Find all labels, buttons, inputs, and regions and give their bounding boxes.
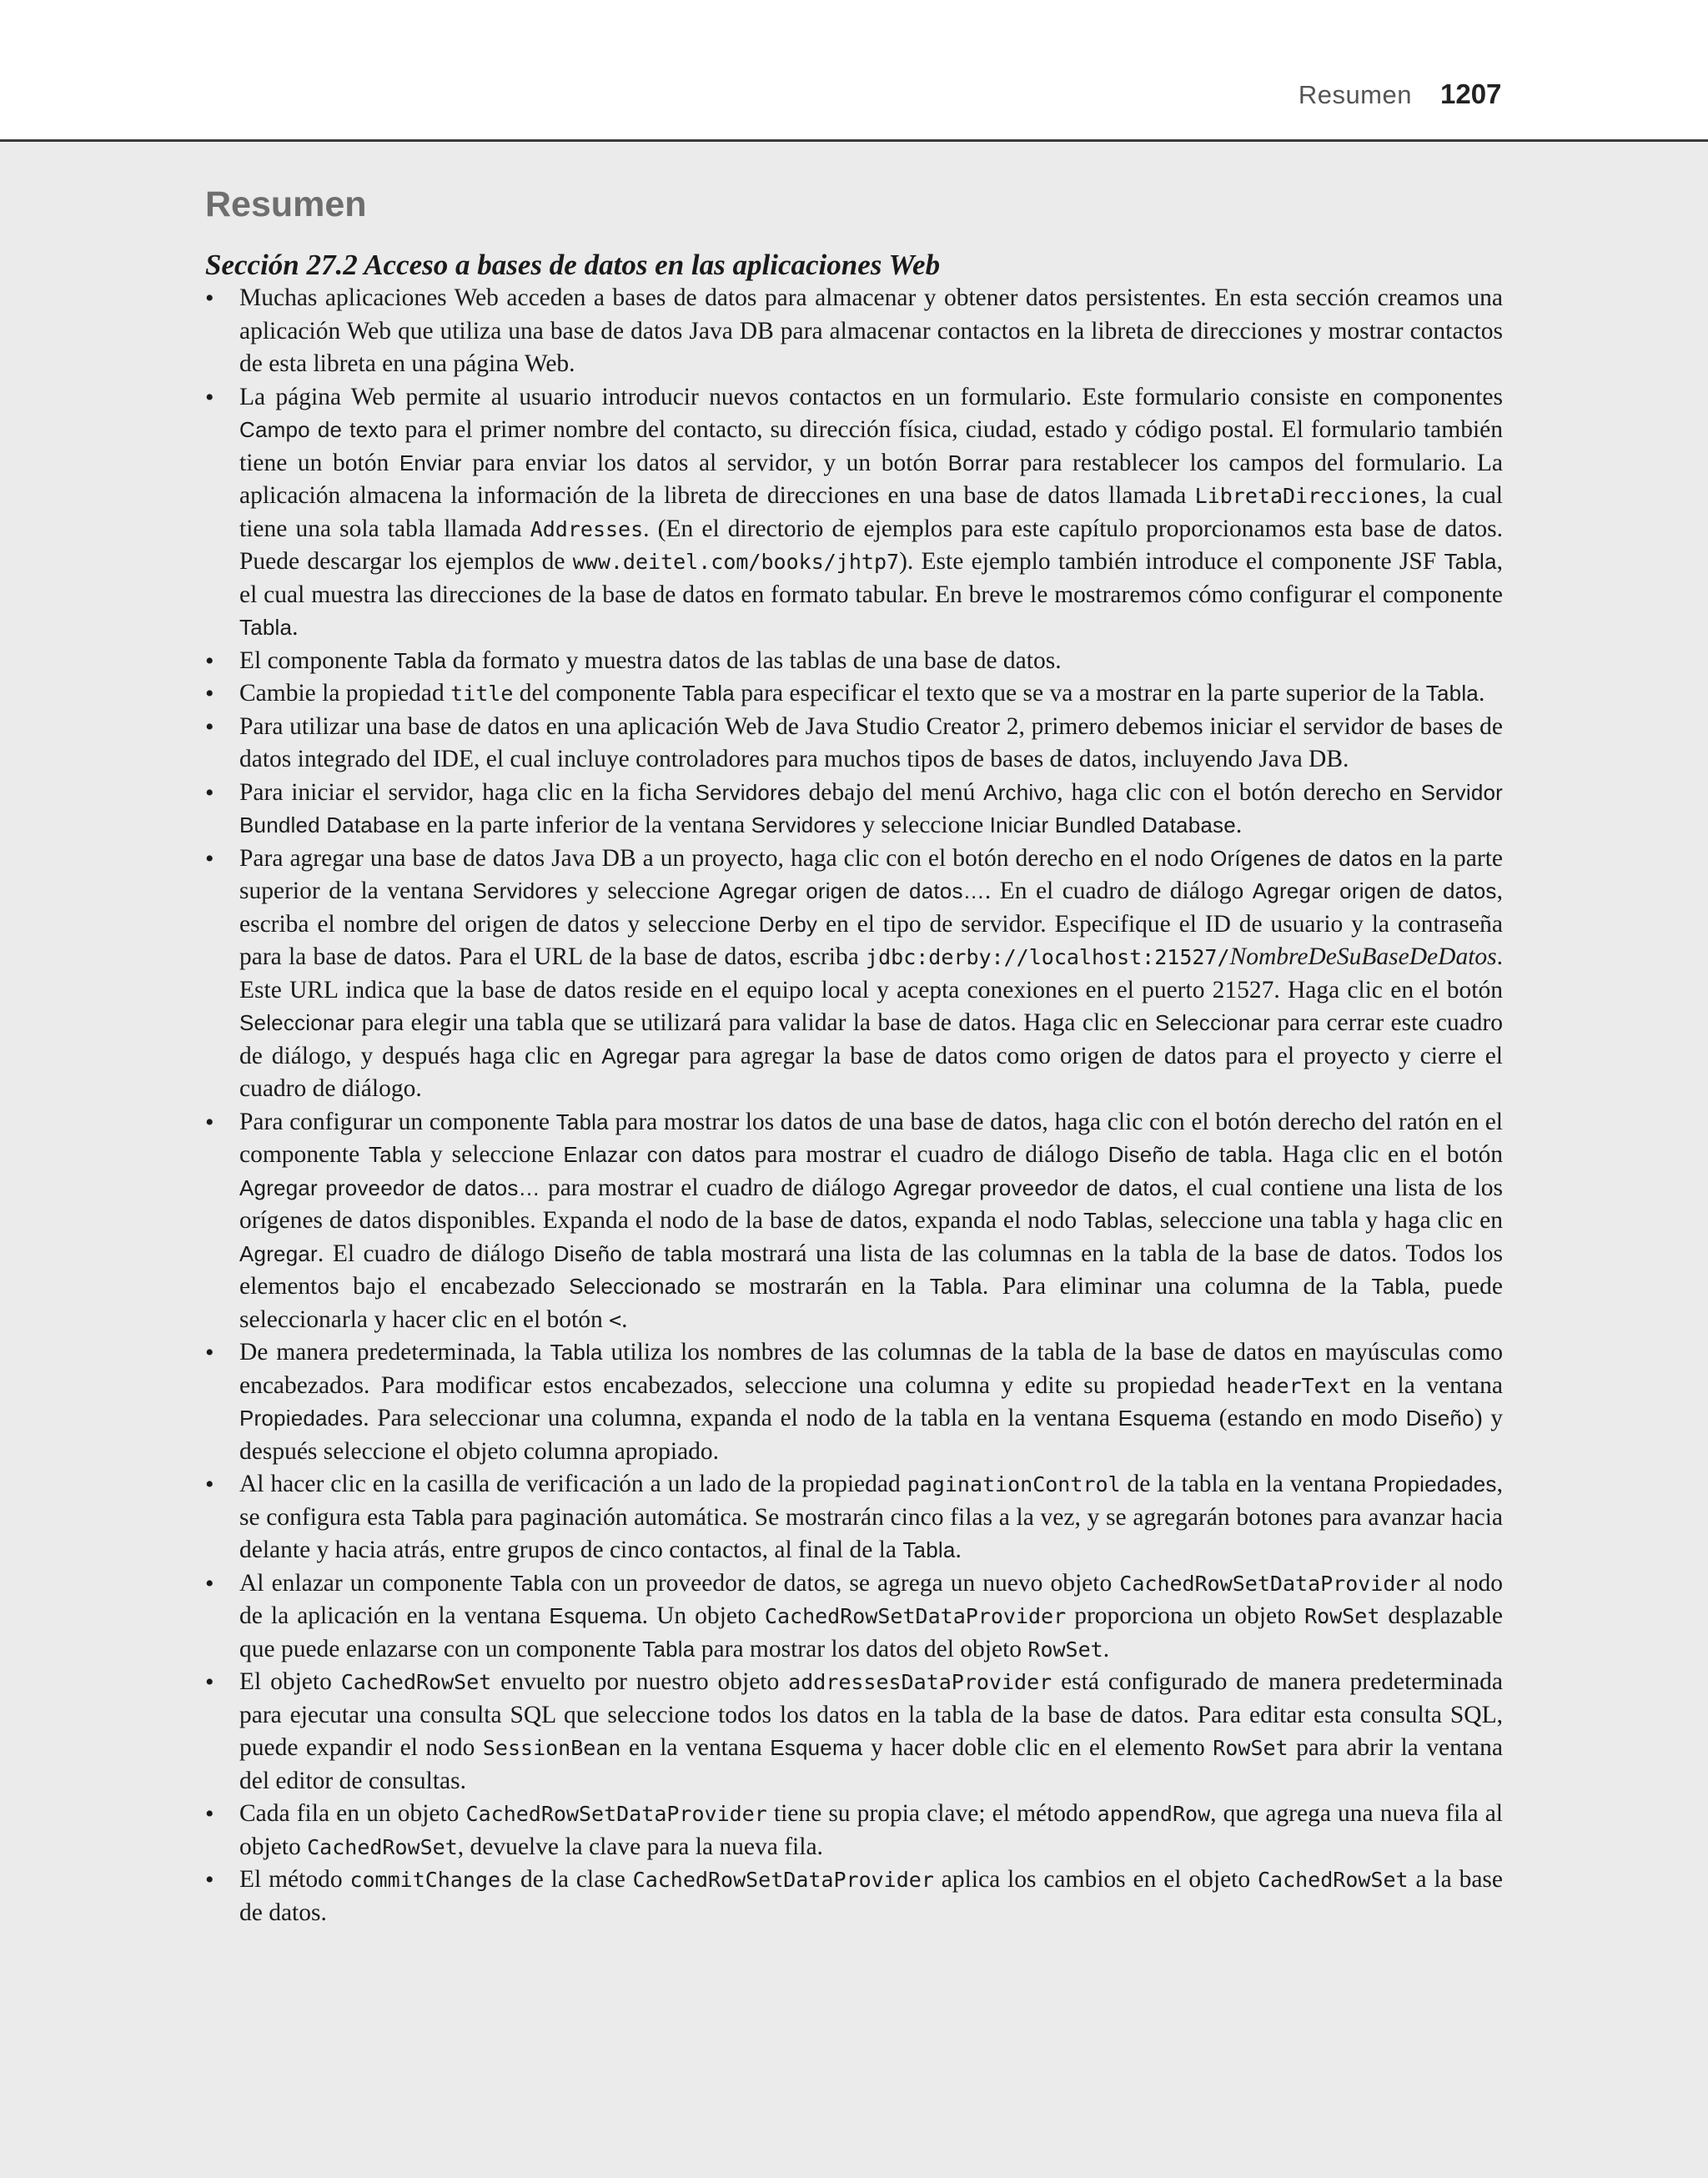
bullet-text: . En el cuadro de diálogo [984,878,1253,904]
ui-term: Tabla [369,1142,422,1167]
bullet-text: en la parte inferior de la ventana [420,812,751,838]
ui-term: Iniciar Bundled Database [989,812,1236,837]
summary-bullet-item [205,1336,1503,1468]
ui-term: Tabla [394,647,447,673]
bullet-text: Para iniciar el servidor, haga clic en la ficha [239,778,696,806]
bullet-text: tiene su propia clave; el método [766,1800,1098,1827]
bullet-text: para mostrar los datos de una base de datos, haga clic con el botón derecho del ratón en el componente [239,1108,1503,1168]
bullet-text: , el cual muestra las direcciones de la base de datos en formato tabular. En breve le mostraremos cómo configurar el componente [239,548,1503,608]
code-term: www.deitel.com/books/jhtp7 [572,550,900,574]
ui-term: Tabla [550,1340,603,1365]
summary-bullet-item [205,381,1503,645]
summary-bullet-item [205,1468,1503,1567]
bullet-text: , seleccione una tabla y haga clic en [1147,1207,1503,1234]
bullet-text: en la ventana [620,1734,771,1761]
bullet-text: al nodo de la aplicación en la ventana [239,1569,1503,1629]
ui-term: Tabla [411,1504,465,1530]
bullet-text: y seleccione [421,1141,564,1168]
summary-bullet-list [205,282,1503,1929]
bullet-text: para elegir una tabla que se utilizará para validar la base de datos. Haga clic en [354,1009,1155,1036]
bullet-text: El componente [239,646,394,674]
bullet-text: da formato y muestra datos de las tablas de una base de datos. [446,646,1062,674]
ui-term: Derby [758,911,818,937]
page-number: 1207 [1440,78,1502,109]
ui-term: Tablas [1083,1208,1148,1233]
bullet-text: , puede seleccionarla y hacer clic en el botón [239,1273,1503,1333]
code-term: jdbc:derby://localhost:21527/ [866,945,1230,969]
bullet-text: Al enlazar un componente [239,1569,510,1597]
ui-term: Agregar proveedor de datos… [239,1175,540,1200]
ui-term: Tabla [642,1636,696,1662]
summary-bullet-item [205,1798,1503,1864]
bullet-text: Cada fila en un objeto [239,1800,466,1827]
ui-term: Seleccionar [1154,1010,1271,1035]
code-term: CachedRowSetDataProvider [1119,1571,1421,1596]
bullet-text: , el cual contiene una lista de los orígenes de datos disponibles. Expanda el nodo de la base de datos, expanda el nodo [239,1174,1504,1234]
code-term: RowSet [1213,1736,1289,1760]
bullet-text: . [1235,812,1243,838]
summary-bullet-item [205,1106,1503,1337]
bullet-text: . Un objeto [641,1602,765,1629]
bullet-text: , devuelve la clave para la nueva fila. [457,1833,823,1860]
code-term: CachedRowSet [307,1834,458,1859]
bullet-text: ) y después seleccione el objeto columna apropiado. [239,1405,1503,1465]
ui-term: Propiedades [239,1406,364,1431]
bullet-text: en la parte superior de la ventana [239,844,1504,904]
ui-term: Servidores [751,812,857,837]
ui-term: Esquema [1118,1406,1211,1431]
bullet-text: Para utilizar una base de datos en una aplicación Web de Java Studio Creator 2, primero debemos iniciar el servidor de bases de datos integrado del IDE, el cual incluye controladores para muchos tipos de bases de datos, incluyendo Java DB. [239,712,1503,772]
code-term: LibretaDirecciones [1194,484,1421,508]
bullet-text: . Para seleccionar una columna, expanda el nodo de la tabla en la ventana [363,1405,1118,1431]
summary-bullet-item [205,677,1503,711]
bullet-text: para restablecer los campos del formulario. La aplicación almacena la información de la libreta de direcciones en una base de datos llamada [239,449,1504,509]
bullet-text: . [1103,1635,1110,1662]
summary-bullet-item [205,1567,1503,1667]
code-term: < [609,1307,622,1332]
bullet-text: para cerrar este cuadro de diálogo, y después haga clic en [239,1009,1503,1069]
bullet-text: se mostrarán en la [701,1273,930,1300]
bullet-text: . (En el directorio de ejemplos para este capítulo proporcionamos esta base de datos. Puede descargar los ejemplos de [239,515,1504,575]
bullet-text: , haga clic con el botón derecho en [1057,778,1421,806]
bullet-text: . Este URL indica que la base de datos reside en el equipo local y acepta conexiones en el puerto 21527. Haga clic en el botón [239,943,1503,1003]
ui-term: Seleccionado [569,1274,701,1299]
bullet-text: . Haga clic en el botón [1267,1141,1503,1168]
bullet-text: utiliza los nombres de las columnas de la tabla de la base de datos en mayúsculas como encabezados. Para modificar estos encabezados, seleccione una columna y edite su propiedad [239,1339,1503,1399]
ui-term: Propiedades [1373,1471,1497,1496]
bullet-text: y seleccione [577,878,719,904]
bullet-text: para enviar los datos al servidor, y un botón [461,449,948,476]
bullet-text: , escriba el nombre del origen de datos y seleccione [239,878,1504,938]
code-term: Addresses [530,516,644,541]
summary-bullet-item [205,645,1503,678]
ui-term: Servidor Bundled Database [239,779,1503,837]
bullet-text: Para agregar una base de datos Java DB a un proyecto, haga clic con el botón derecho en el nodo [239,844,1211,872]
bullet-text: de la tabla en la ventana [1120,1471,1374,1497]
ui-term: Servidores [695,779,801,805]
bullet-text: Al hacer clic en la casilla de verificación a un lado de la propiedad [239,1471,907,1497]
code-term: CachedRowSetDataProvider [764,1604,1067,1628]
summary-bullet-item [205,1666,1503,1798]
ui-term: Esquema [549,1603,642,1628]
ui-term: Tabla [239,615,293,640]
code-term: title [450,682,514,706]
summary-bullet-item [205,843,1503,1106]
code-term: CachedRowSetDataProvider [632,1868,934,1892]
summary-content [205,179,1503,1929]
ui-term: Agregar origen de datos [1252,878,1497,903]
bullet-text: Muchas aplicaciones Web acceden a bases de datos para almacenar y obtener datos persistentes. En esta sección creamos una aplicación Web que utiliza una base de datos Java DB para almacenar contactos en la libreta de direcciones y mostrar contactos de esta libreta en una página Web. [239,284,1503,377]
ui-term: Esquema [770,1735,863,1760]
bullet-text: de la clase [513,1866,633,1893]
ui-term: Tabla [1371,1274,1424,1299]
code-term: headerText [1226,1373,1352,1398]
bullet-text: para paginación automática. Se mostrarán cinco filas a la vez, y se agregarán botones para avanzar hacia delante y hacia atrás, entre grupos de cinco contactos, al final de la [239,1503,1504,1563]
ui-term: Tabla [555,1109,609,1134]
bullet-text: , la cual tiene una sola tabla llamada [239,482,1503,542]
bullet-text: del componente [513,680,682,707]
bullet-text: proporciona un objeto [1066,1602,1305,1629]
bullet-text: La página Web permite al usuario introducir nuevos contactos en un formulario. Este formulario consiste en componentes [239,383,1503,410]
bullet-text: desplazable que puede enlazarse con un componente [239,1602,1503,1662]
code-term: CachedRowSet [1257,1868,1409,1892]
bullet-text: mostrará una lista de las columnas en la tabla de la base de datos. Todos los elementos bajo el encabezado [239,1240,1503,1300]
code-term: RowSet [1304,1604,1380,1628]
ui-term: Archivo [983,779,1057,805]
bullet-text: para agregar la base de datos como origen de datos para el proyecto y cierre el cuadro de diálogo. [239,1042,1503,1102]
ui-term: Orígenes de datos [1210,845,1393,871]
bullet-text: está configurado de manera predeterminada para ejecutar una consulta SQL que seleccione todos los datos en la tabla de la base de datos. Para editar esta consulta SQL, puede expandir el nodo [239,1668,1504,1761]
bullet-text: con un proveedor de datos, se agrega un nuevo objeto [562,1569,1120,1597]
bullet-text: . Para eliminar una columna de la [982,1273,1372,1300]
bullet-text: . [292,614,299,641]
italic-term: NombreDeSuBaseDeDatos [1229,943,1497,970]
page-header [0,0,1708,142]
bullet-text: De manera predeterminada, la [239,1339,550,1366]
bullet-text: para abrir la ventana del editor de consultas. [239,1734,1503,1794]
ui-term: Campo de texto [239,417,398,442]
bullet-text: y hacer doble clic en el elemento [862,1734,1213,1761]
ui-term: Tabla [510,1570,563,1596]
bullet-text: Para configurar un componente [239,1108,556,1135]
ui-term: Agregar origen de datos… [718,878,985,903]
bullet-text: para el primer nombre del contacto, su dirección física, ciudad, estado y código postal. El formulario también tiene un botón [239,416,1504,476]
summary-bullet-item [205,282,1503,381]
code-term: appendRow [1097,1802,1211,1826]
ui-term: Tabla [929,1274,982,1299]
bullet-text: en la ventana [1351,1371,1503,1399]
ui-term: Tabla [1425,681,1479,706]
ui-term: Borrar [947,450,1010,475]
bullet-text: debajo del menú [800,778,984,806]
summary-bullet-item [205,777,1503,843]
bullet-text: aplica los cambios en el objeto [933,1866,1258,1893]
bullet-text: en el tipo de servidor. Especifique el ID de usuario y la contraseña para la base de datos. Para el URL de la base de datos, escriba [239,910,1503,970]
ui-term: Agregar [239,1240,318,1266]
bullet-text: , se configura esta [239,1471,1504,1531]
bullet-text: ). Este ejemplo también introduce el componente JSF [899,548,1444,575]
bullet-text: y seleccione [856,812,990,838]
ui-term: Diseño de tabla [1108,1142,1268,1167]
bullet-text: El método [239,1866,350,1893]
ui-term: Tabla [1444,549,1497,574]
bullet-text: para mostrar el cuadro de diálogo [745,1141,1108,1168]
ui-term: Diseño de tabla [553,1240,712,1266]
bullet-text: Cambie la propiedad [239,680,451,707]
code-term: commitChanges [349,1868,514,1892]
bullet-text: a la base de datos. [239,1866,1503,1926]
ui-term: Diseño [1405,1406,1474,1431]
ui-term: Agregar proveedor de datos [893,1175,1173,1200]
code-term: addressesDataProvider [788,1670,1052,1694]
ui-term: Seleccionar [239,1010,355,1035]
ui-term: Agregar [601,1043,681,1069]
bullet-text: para mostrar los datos del objeto [695,1635,1028,1662]
code-term: paginationControl [907,1472,1121,1496]
section-heading: Sección 27.2 Acceso a bases de datos en las aplicaciones Web [205,249,941,281]
bullet-text: . [955,1537,962,1563]
summary-bullet-item [205,1864,1503,1929]
bullet-text: . [621,1305,628,1333]
code-term: SessionBean [482,1736,621,1760]
bullet-text: para mostrar el cuadro de diálogo [540,1174,894,1201]
bullet-text: envuelto por nuestro objeto [491,1668,789,1695]
bullet-text: , que agrega una nueva fila al objeto [239,1800,1503,1860]
ui-term: Tabla [681,681,735,706]
ui-term: Enviar [399,450,462,475]
running-header-section: Resumen [1298,80,1412,109]
bullet-text: El objeto [239,1668,341,1695]
bullet-text: para especificar el texto que se va a mostrar en la parte superior de la [734,680,1426,707]
ui-term: Enlazar con datos [563,1142,746,1167]
bullet-text: (estando en modo [1210,1405,1406,1431]
code-term: CachedRowSet [340,1670,492,1694]
code-term: CachedRowSetDataProvider [465,1802,767,1826]
code-term: RowSet [1027,1637,1103,1662]
summary-heading: Resumen [205,184,367,224]
ui-term: Servidores [472,878,578,903]
bullet-text: . El cuadro de diálogo [317,1240,554,1267]
ui-term: Tabla [902,1537,956,1562]
summary-bullet-item [205,711,1503,777]
bullet-text: . [1478,680,1485,707]
